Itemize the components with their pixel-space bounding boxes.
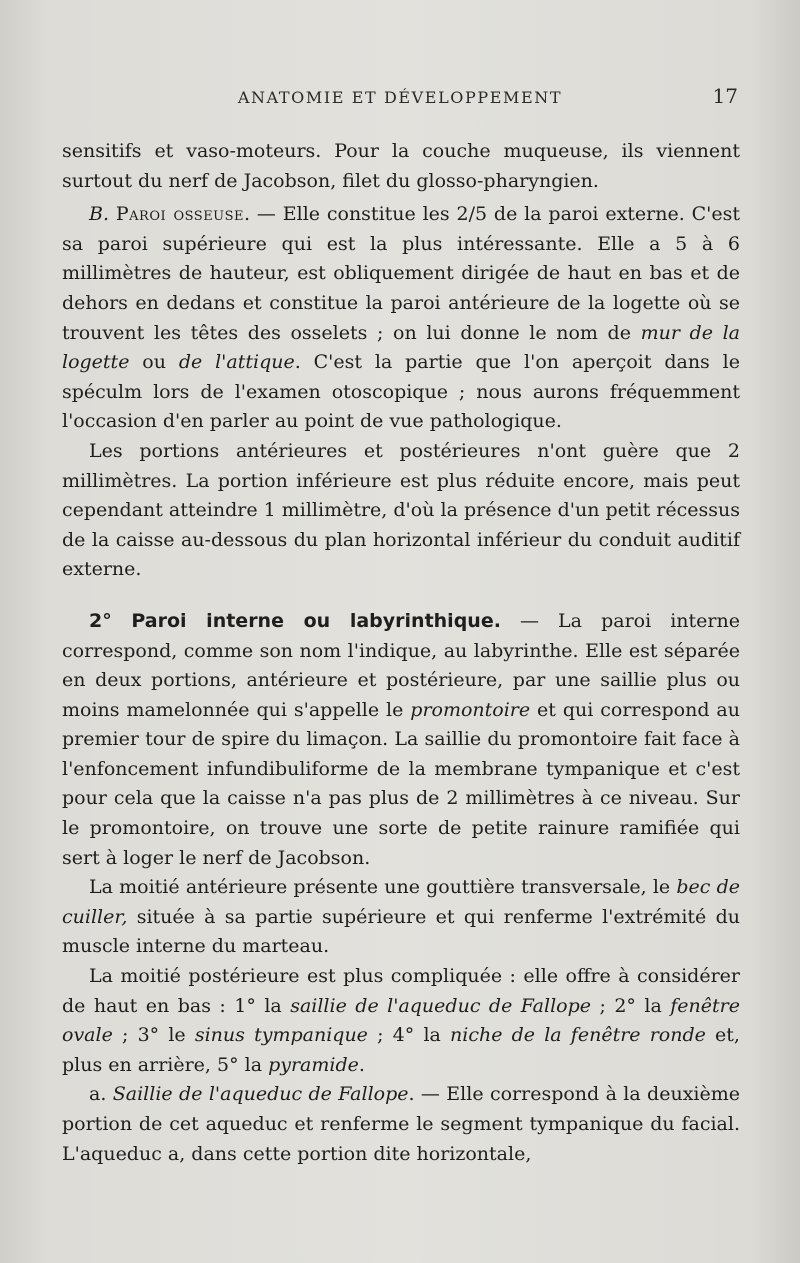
paragraph-6 [62, 962, 740, 1080]
paragraph-2-text-3: . C'est la partie que l'on aperçoit dans le spéculm lors de l'examen otoscopique ; nous aurons fréquemment l'occasion d'en parler au point de vue pathologique. [62, 351, 740, 433]
term-bec-de-cuiller: bec de cuiller, [62, 876, 740, 928]
term-sinus-tympanique: sinus tympanique [194, 1024, 368, 1047]
paragraph-4-text-2: et qui correspond au premier tour de spire du limaçon. La saillie du promontoire fait face à l'enfoncement infundibuliforme de la membrane tympanique et c'est pour cela que la caisse n'a pas plus de 2 millimètres à ce niveau. Sur le promontoire, on trouve une sorte de petite rainure ramifiée qui sert à loger le nerf de Jacobson. [62, 698, 740, 869]
term-pyramide: pyramide [268, 1053, 359, 1076]
paragraph-5-text-2: située à sa partie supérieure et qui renferme l'extrémité du muscle interne du marteau. [62, 905, 740, 958]
paragraph-6-text-6: . [358, 1053, 365, 1076]
paragraph-1 [62, 137, 740, 196]
paragraph-6-text-1: La moitié postérieure est plus compliquée : elle offre à considérer de haut en bas : 1° la [62, 965, 740, 1017]
term-fenetre-ovale: fenêtre ovale [62, 994, 740, 1047]
paragraph-6-text-2: ; 2° la [591, 994, 671, 1017]
body-text [62, 137, 740, 1169]
item-label-a: a. [89, 1083, 107, 1106]
running-title: ANATOMIE ET DÉVELOPPEMENT [237, 88, 563, 107]
section-heading-paroi-interne: 2° Paroi interne ou labyrinthique. [89, 609, 501, 632]
paragraph-6-text-4: ; 4° la [367, 1024, 451, 1047]
term-saillie-aqueduc-fallope: saillie de l'aqueduc de Fallope [290, 994, 592, 1017]
paragraph-3 [62, 437, 740, 585]
paragraph-5 [62, 873, 740, 962]
paragraph-6-text-5: et, plus en arrière, 5° la [62, 1024, 740, 1076]
paragraph-7-text-1: . — Elle correspond à la deuxième portion de cet aqueduc et renferme le segment tympanique du facial. L'aqueduc a, dans cette portion dite horizontale, [62, 1083, 740, 1165]
paragraph-4 [62, 607, 740, 873]
term-niche-fenetre-ronde: niche de la fenêtre ronde [450, 1024, 706, 1047]
page-number: 17 [712, 84, 738, 108]
term-de-l-attique: de l'attique [178, 351, 295, 374]
paragraph-6-text-3: ; 3° le [112, 1024, 195, 1047]
paragraph-2-text-1: . — Elle constitue les 2/5 de la paroi externe. C'est sa paroi supérieure qui est la plus intéressante. Elle a 5 à 6 millimètres de hauteur, est obliquement dirigée de haut en bas et de dehors en dedans et constitue la paroi antérieure de la logette où se trouvent les têtes des osselets ; on lui donne le nom de [62, 203, 741, 344]
section-label-b: B. [89, 203, 110, 226]
subheading-saillie-aqueduc-fallope: Saillie de l'aqueduc de Fallope [112, 1083, 409, 1106]
paragraph-2-text-2: ou [129, 351, 179, 374]
term-promontoire: promontoire [410, 698, 531, 721]
paragraph-7 [62, 1080, 740, 1169]
section-heading-paroi-osseuse: Paroi osseuse [115, 203, 245, 226]
page-header [62, 84, 738, 118]
term-mur-de-la-logette: mur de la logette [62, 321, 740, 374]
paragraph-1-text: sensitifs et vaso-moteurs. Pour la couche muqueuse, ils viennent surtout du nerf de Jacobson, filet du glosso-pharyngien. [62, 140, 740, 192]
paragraph-3-text: Les portions antérieures et postérieures n'ont guère que 2 millimètres. La portion inférieure est plus réduite encore, mais peut cependant atteindre 1 millimètre, d'où la présence d'un petit récessus de la caisse au-dessous du plan horizontal inférieur du conduit auditif externe. [62, 439, 740, 581]
paragraph-2 [62, 200, 740, 437]
paragraph-5-text-1: La moitié antérieure présente une gouttière transversale, le [89, 876, 677, 899]
paragraph-4-text-1: — La paroi interne correspond, comme son nom l'indique, au labyrinthe. Elle est séparée en deux portions, antérieure et postérieure, par une saillie plus ou moins mamelonnée qui s'appelle le [62, 609, 740, 721]
